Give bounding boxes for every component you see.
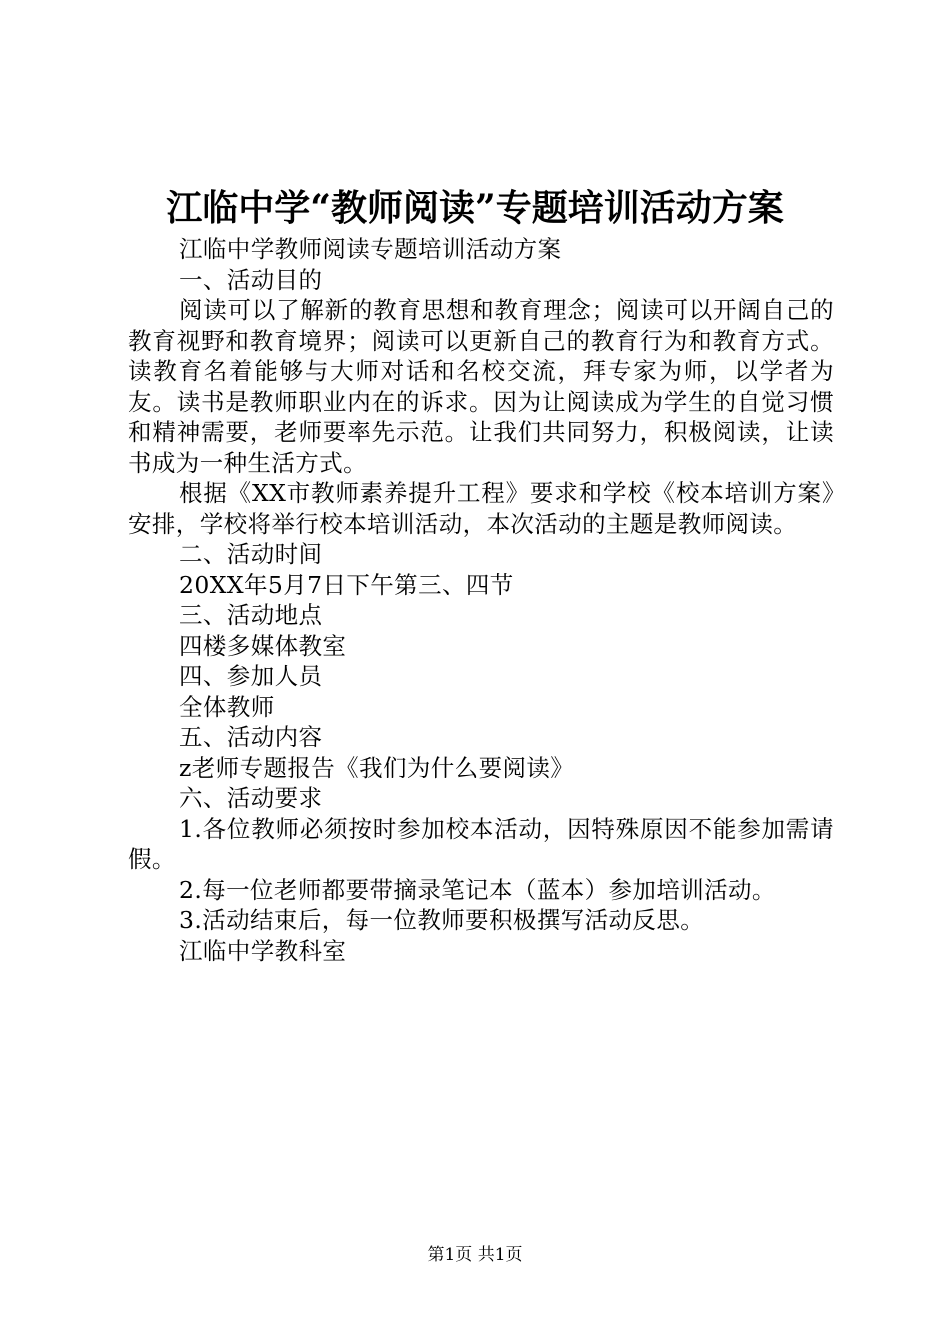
signature-department: 江临中学教科室: [179, 936, 347, 965]
requirement-item: 2.每一位老师都要带摘录笔记本（蓝本）参加培训活动。: [179, 875, 776, 904]
requirement-item: 3.活动结束后，每一位教师要积极撰写活动反思。: [179, 906, 705, 934]
document-body: [128, 234, 834, 966]
heading-requirements: 六、活动要求: [179, 784, 323, 812]
heading-time: 二、活动时间: [179, 540, 323, 568]
page-footer: 第1页 共1页: [427, 1245, 523, 1265]
heading-content: 五、活动内容: [179, 723, 323, 751]
paragraph-purpose: 阅读可以了解新的教育思想和教育理念；阅读可以开阔自己的教育视野和教育境界；阅读可以更新自己的教育行为和教育方式。读教育名着能够与大师对话和名校交流，拜专家为师，以学者为友。读书是教师职业内在的诉求。因为让阅读成为学生的自觉习惯和精神需要，老师要率先示范。让我们共同努力，积极阅读，让读书成为一种生活方式。: [128, 296, 834, 477]
paragraph-basis: 根据《XX市教师素养提升工程》要求和学校《校本培训方案》安排，学校将举行校本培训活动，本次活动的主题是教师阅读。: [128, 479, 834, 538]
document-title: 江临中学“教师阅读”专题培训活动方案: [166, 187, 784, 229]
heading-location: 三、活动地点: [179, 601, 323, 629]
paragraph-subtitle: 江临中学教师阅读专题培训活动方案: [179, 235, 562, 263]
paragraph-location: 四楼多媒体教室: [179, 631, 347, 660]
paragraph-participants: 全体教师: [179, 692, 275, 721]
heading-purpose: 一、活动目的: [179, 265, 323, 294]
requirement-item: 1.各位教师必须按时参加校本活动，因特殊原因不能参加需请假。: [128, 814, 834, 873]
paragraph-content: z老师专题报告《我们为什么要阅读》: [179, 753, 575, 782]
heading-participants: 四、参加人员: [179, 662, 323, 690]
paragraph-time: 20XX年5月7日下午第三、四节: [179, 570, 514, 599]
